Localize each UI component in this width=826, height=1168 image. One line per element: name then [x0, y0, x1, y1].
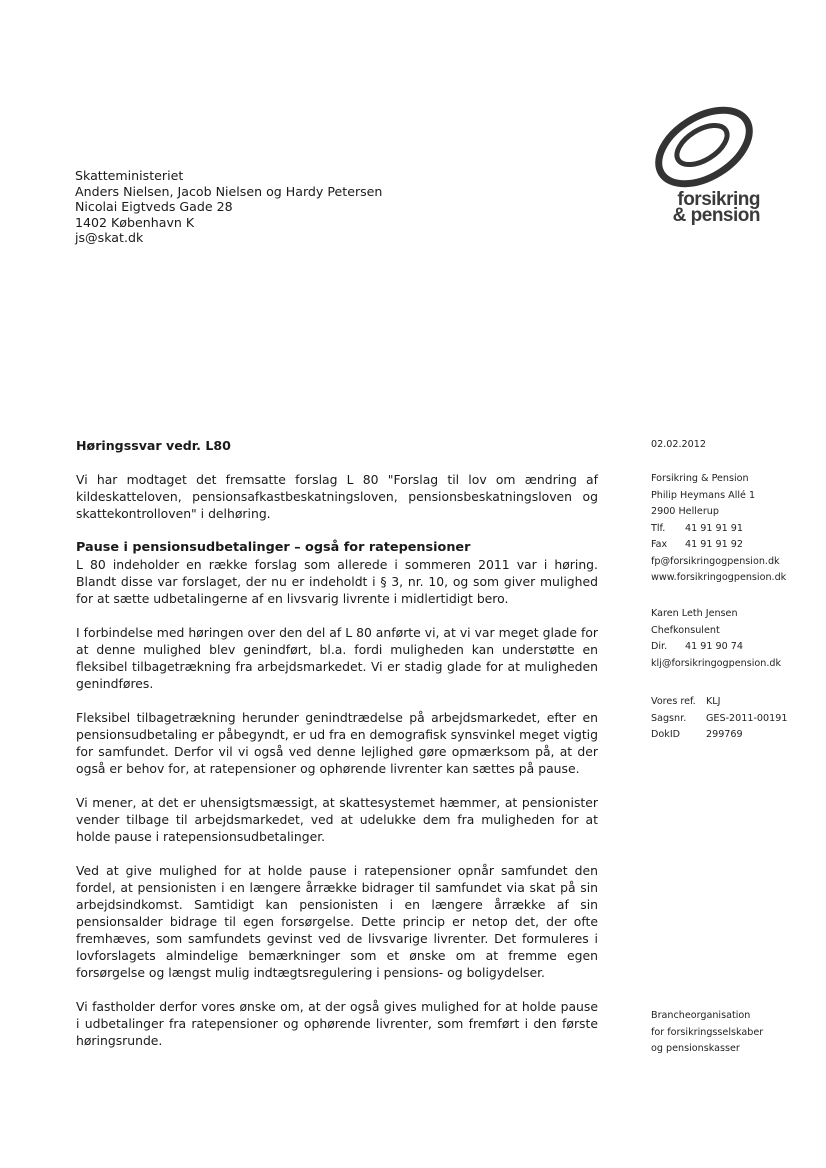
letter-body — [76, 437, 598, 1066]
logo-ellipse-icon — [644, 104, 766, 190]
org-phone: Tlf. 41 91 91 91 — [651, 522, 743, 534]
recipient-address — [75, 168, 382, 246]
paragraph: Fleksibel tilbagetrækning herunder genindtrædelse på arbejdsmarkedet, efter en pensionsudbetaling er påbegyndt, er ud fra en demografisk synsvinkel meget vigtig for samfundet. Derfor vil vi også ved denne lejlighed gøre opmærksom på, at der også er behov for, at ratepensioner og ophørende livrenter kan sættes på pause. — [76, 710, 598, 776]
contact-direct-phone: Dir. 41 91 90 74 — [651, 641, 743, 652]
logo-text-line2: & pension — [672, 205, 760, 226]
our-reference: Vores ref. KLJ — [651, 696, 721, 707]
paragraph: L 80 indeholder en række forslag som allerede i sommeren 2011 var i høring. Blandt disse var forslaget, der nu er indeholdt i § 3, nr. 10, og som giver mulighed for at sætte udbetalingerne af en livsvarig livrente i midlertidigt bero. — [76, 557, 598, 606]
letter-intro: Vi har modtaget det fremsatte forslag L 80 "Forslag til lov om ændring af kildeskatteloven, pensionsafkastbeskatningsloven, pensionsbeskatningsloven og skattekontrolloven" i delhøring. — [76, 472, 598, 521]
section-heading: Pause i pensionsudbetalinger – også for ratepensioner — [76, 540, 471, 555]
letter-title: Høringssvar vedr. L80 — [76, 438, 231, 453]
org-email: fp@forsikringogpension.dk — [651, 555, 780, 567]
recipient-email: js@skat.dk — [75, 230, 144, 246]
contact-email: klj@forsikringogpension.dk — [651, 657, 782, 669]
recipient-line: Skatteministeriet — [75, 168, 184, 183]
org-description — [651, 1008, 763, 1058]
contact-title: Chefkonsulent — [651, 624, 720, 636]
org-contact-block — [651, 471, 786, 587]
paragraph: Vi mener, at det er uhensigtsmæssigt, at skattesystemet hæmmer, at pensionister vender tilbage til arbejdsmarkedet, ved at udelukke dem fra muligheden for at holde pause i ratepensionsudbetalinger. — [76, 795, 598, 844]
org-description-line: Brancheorganisation — [651, 1010, 751, 1021]
org-name: Forsikring & Pension — [651, 473, 749, 484]
document-id: DokID 299769 — [651, 729, 743, 740]
org-description-line: og pensionskasser — [651, 1043, 740, 1054]
contact-name: Karen Leth Jensen — [651, 608, 738, 619]
org-description-line: for forsikringsselskaber — [651, 1026, 764, 1038]
company-logo — [636, 104, 766, 234]
org-website: www.forsikringogpension.dk — [651, 572, 787, 583]
reference-block — [651, 694, 787, 744]
case-number: Sagsnr. GES-2011-00191 — [651, 712, 788, 724]
org-street: Philip Heymans Allé 1 — [651, 489, 756, 501]
recipient-line: 1402 København K — [75, 214, 195, 230]
letter-date: 02.02.2012 — [651, 439, 706, 450]
recipient-line: Anders Nielsen, Jacob Nielsen og Hardy Petersen — [75, 183, 383, 199]
paragraph: Ved at give mulighed for at holde pause i ratepensioner opnår samfundet den fordel, at pensionisten i en længere årrække bidrager til samfundet via skat på sin arbejdsindkomst. Samtidigt kan pensionisten i en længere årrække af sin pensionsalder bidrage til egen forsørgelse. Dette princip er netop det, der ofte fremhæves, som samfundets gevinst ved de livsvarige livrenter. Det formuleres i lovforslagets almindelige bemærkninger som et ønske om at fremme egen forsørgelse og længst mulig indtægtsregulering i pensions- og boligydelser. — [76, 863, 598, 980]
logo-text-line1: forsikring — [677, 189, 760, 210]
contact-person-block — [651, 606, 781, 672]
org-city: 2900 Hellerup — [651, 506, 719, 517]
org-fax: Fax 41 91 91 92 — [651, 539, 743, 550]
paragraph: I forbindelse med høringen over den del af L 80 anførte vi, at vi var meget glade for at denne mulighed blev genindført, bl.a. fordi muligheden kan understøtte en fleksibel tilbagetrækning fra arbejdsmarkedet. Vi er stadig glade for at muligheden genindføres. — [76, 625, 598, 691]
letter-date-block — [651, 437, 706, 454]
paragraph: Vi fastholder derfor vores ønske om, at der også gives mulighed for at holde pause i udbetalinger fra ratepensioner og ophørende livrenter, som fremført i den første høringsrunde. — [76, 999, 598, 1048]
recipient-line: Nicolai Eigtveds Gade 28 — [75, 199, 233, 215]
